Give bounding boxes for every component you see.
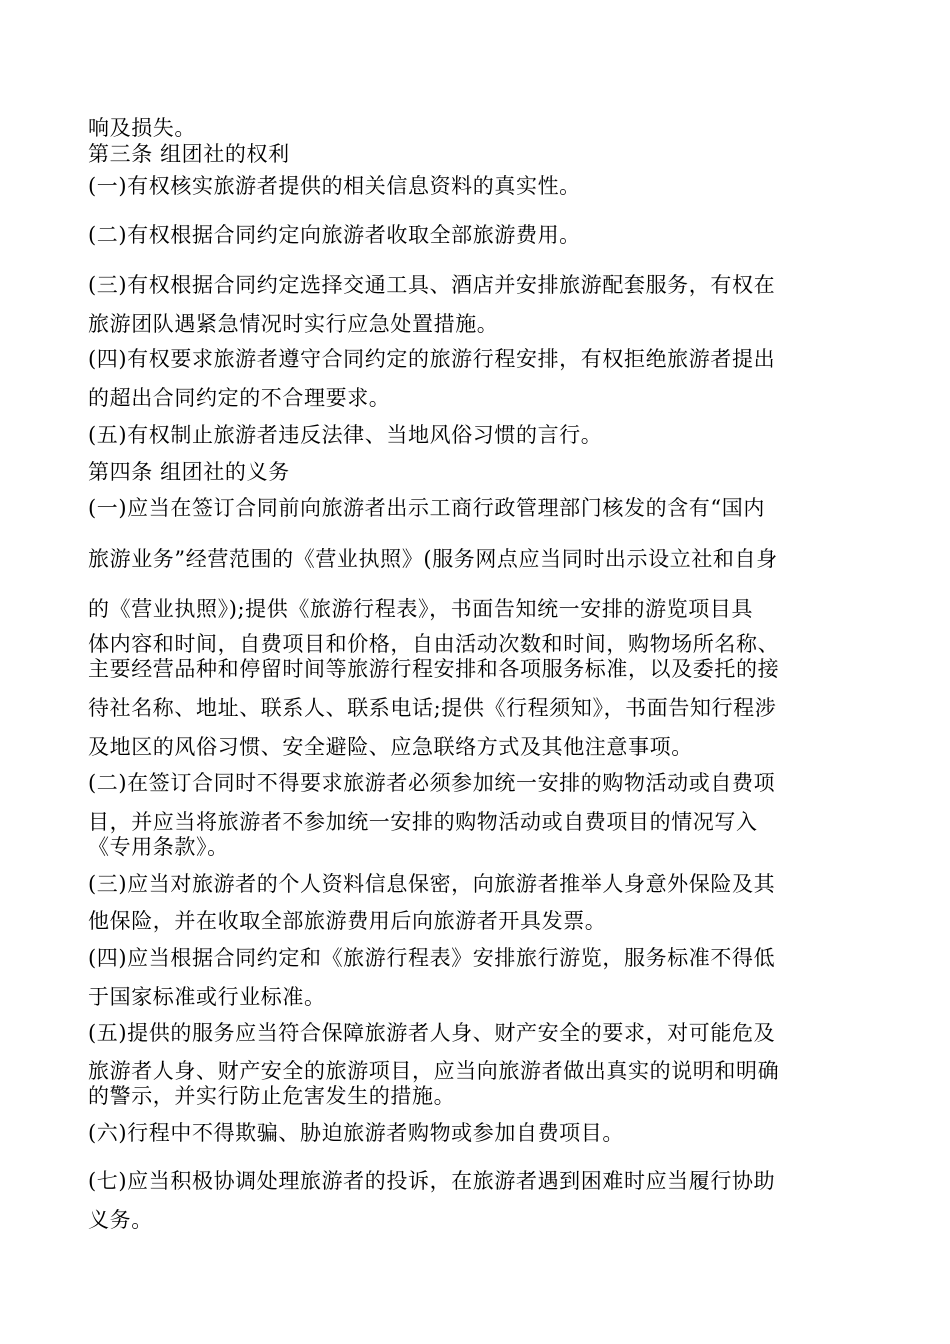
section-heading: 第三条 组团社的权利 <box>88 142 290 166</box>
text-line: (四)应当根据合同约定和《旅游行程表》安排旅行游览，服务标准不得低 <box>88 946 776 970</box>
text-line: 的《营业执照》);提供《旅游行程表》，书面告知统一安排的游览项目具 <box>88 597 754 621</box>
text-line: (二)有权根据合同约定向旅游者收取全部旅游费用。 <box>88 223 581 247</box>
text-line: 响及损失。 <box>88 116 196 140</box>
text-line: 旅游者人身、财产安全的旅游项目，应当向旅游者做出真实的说明和明确 <box>88 1059 780 1083</box>
text-line: (四)有权要求旅游者遵守合同约定的旅游行程安排，有权拒绝旅游者提出 <box>88 347 776 371</box>
text-line: 他保险，并在收取全部旅游费用后向旅游者开具发票。 <box>88 909 607 933</box>
text-line: 义务。 <box>88 1208 153 1232</box>
text-line: (三)有权根据合同约定选择交通工具、酒店并安排旅游配套服务，有权在 <box>88 273 776 297</box>
text-line: (五)有权制止旅游者违反法律、当地风俗习惯的言行。 <box>88 423 603 447</box>
text-line: (二)在签订合同时不得要求旅游者必须参加统一安排的购物活动或自费项 <box>88 771 776 795</box>
text-line: 旅游业务”经营范围的《营业执照》(服务网点应当同时出示设立社和自身 <box>88 547 778 571</box>
text-line: 目，并应当将旅游者不参加统一安排的购物活动或自费项目的情况写入 <box>88 810 758 834</box>
text-line: 于国家标准或行业标准。 <box>88 985 326 1009</box>
text-line: 的超出合同约定的不合理要求。 <box>88 386 391 410</box>
text-line: 待社名称、地址、联系人、联系电话;提供《行程须知》，书面告知行程涉 <box>88 696 777 720</box>
text-line: (一)有权核实旅游者提供的相关信息资料的真实性。 <box>88 174 581 198</box>
text-line: 旅游团队遇紧急情况时实行应急处置措施。 <box>88 312 499 336</box>
text-line: 及地区的风俗习惯、安全避险、应急联络方式及其他注意事项。 <box>88 735 693 759</box>
section-heading: 第四条 组团社的义务 <box>88 460 290 484</box>
text-line: (一)应当在签订合同前向旅游者出示工商行政管理部门核发的含有“国内 <box>88 496 765 520</box>
text-line: (七)应当积极协调处理旅游者的投诉，在旅游者遇到困难时应当履行协助 <box>88 1169 776 1193</box>
text-line: (三)应当对旅游者的个人资料信息保密，向旅游者推举人身意外保险及其 <box>88 872 776 896</box>
text-line: 主要经营品种和停留时间等旅游行程安排和各项服务标准，以及委托的接 <box>88 657 780 681</box>
text-line: 的警示，并实行防止危害发生的措施。 <box>88 1084 456 1108</box>
text-line: 《专用条款》。 <box>88 835 229 859</box>
text-line: (五)提供的服务应当符合保障旅游者人身、财产安全的要求，对可能危及 <box>88 1021 776 1045</box>
text-line: (六)行程中不得欺骗、胁迫旅游者购物或参加自费项目。 <box>88 1121 624 1145</box>
text-line: 体内容和时间，自费项目和价格，自由活动次数和时间，购物场所名称、 <box>88 632 780 656</box>
